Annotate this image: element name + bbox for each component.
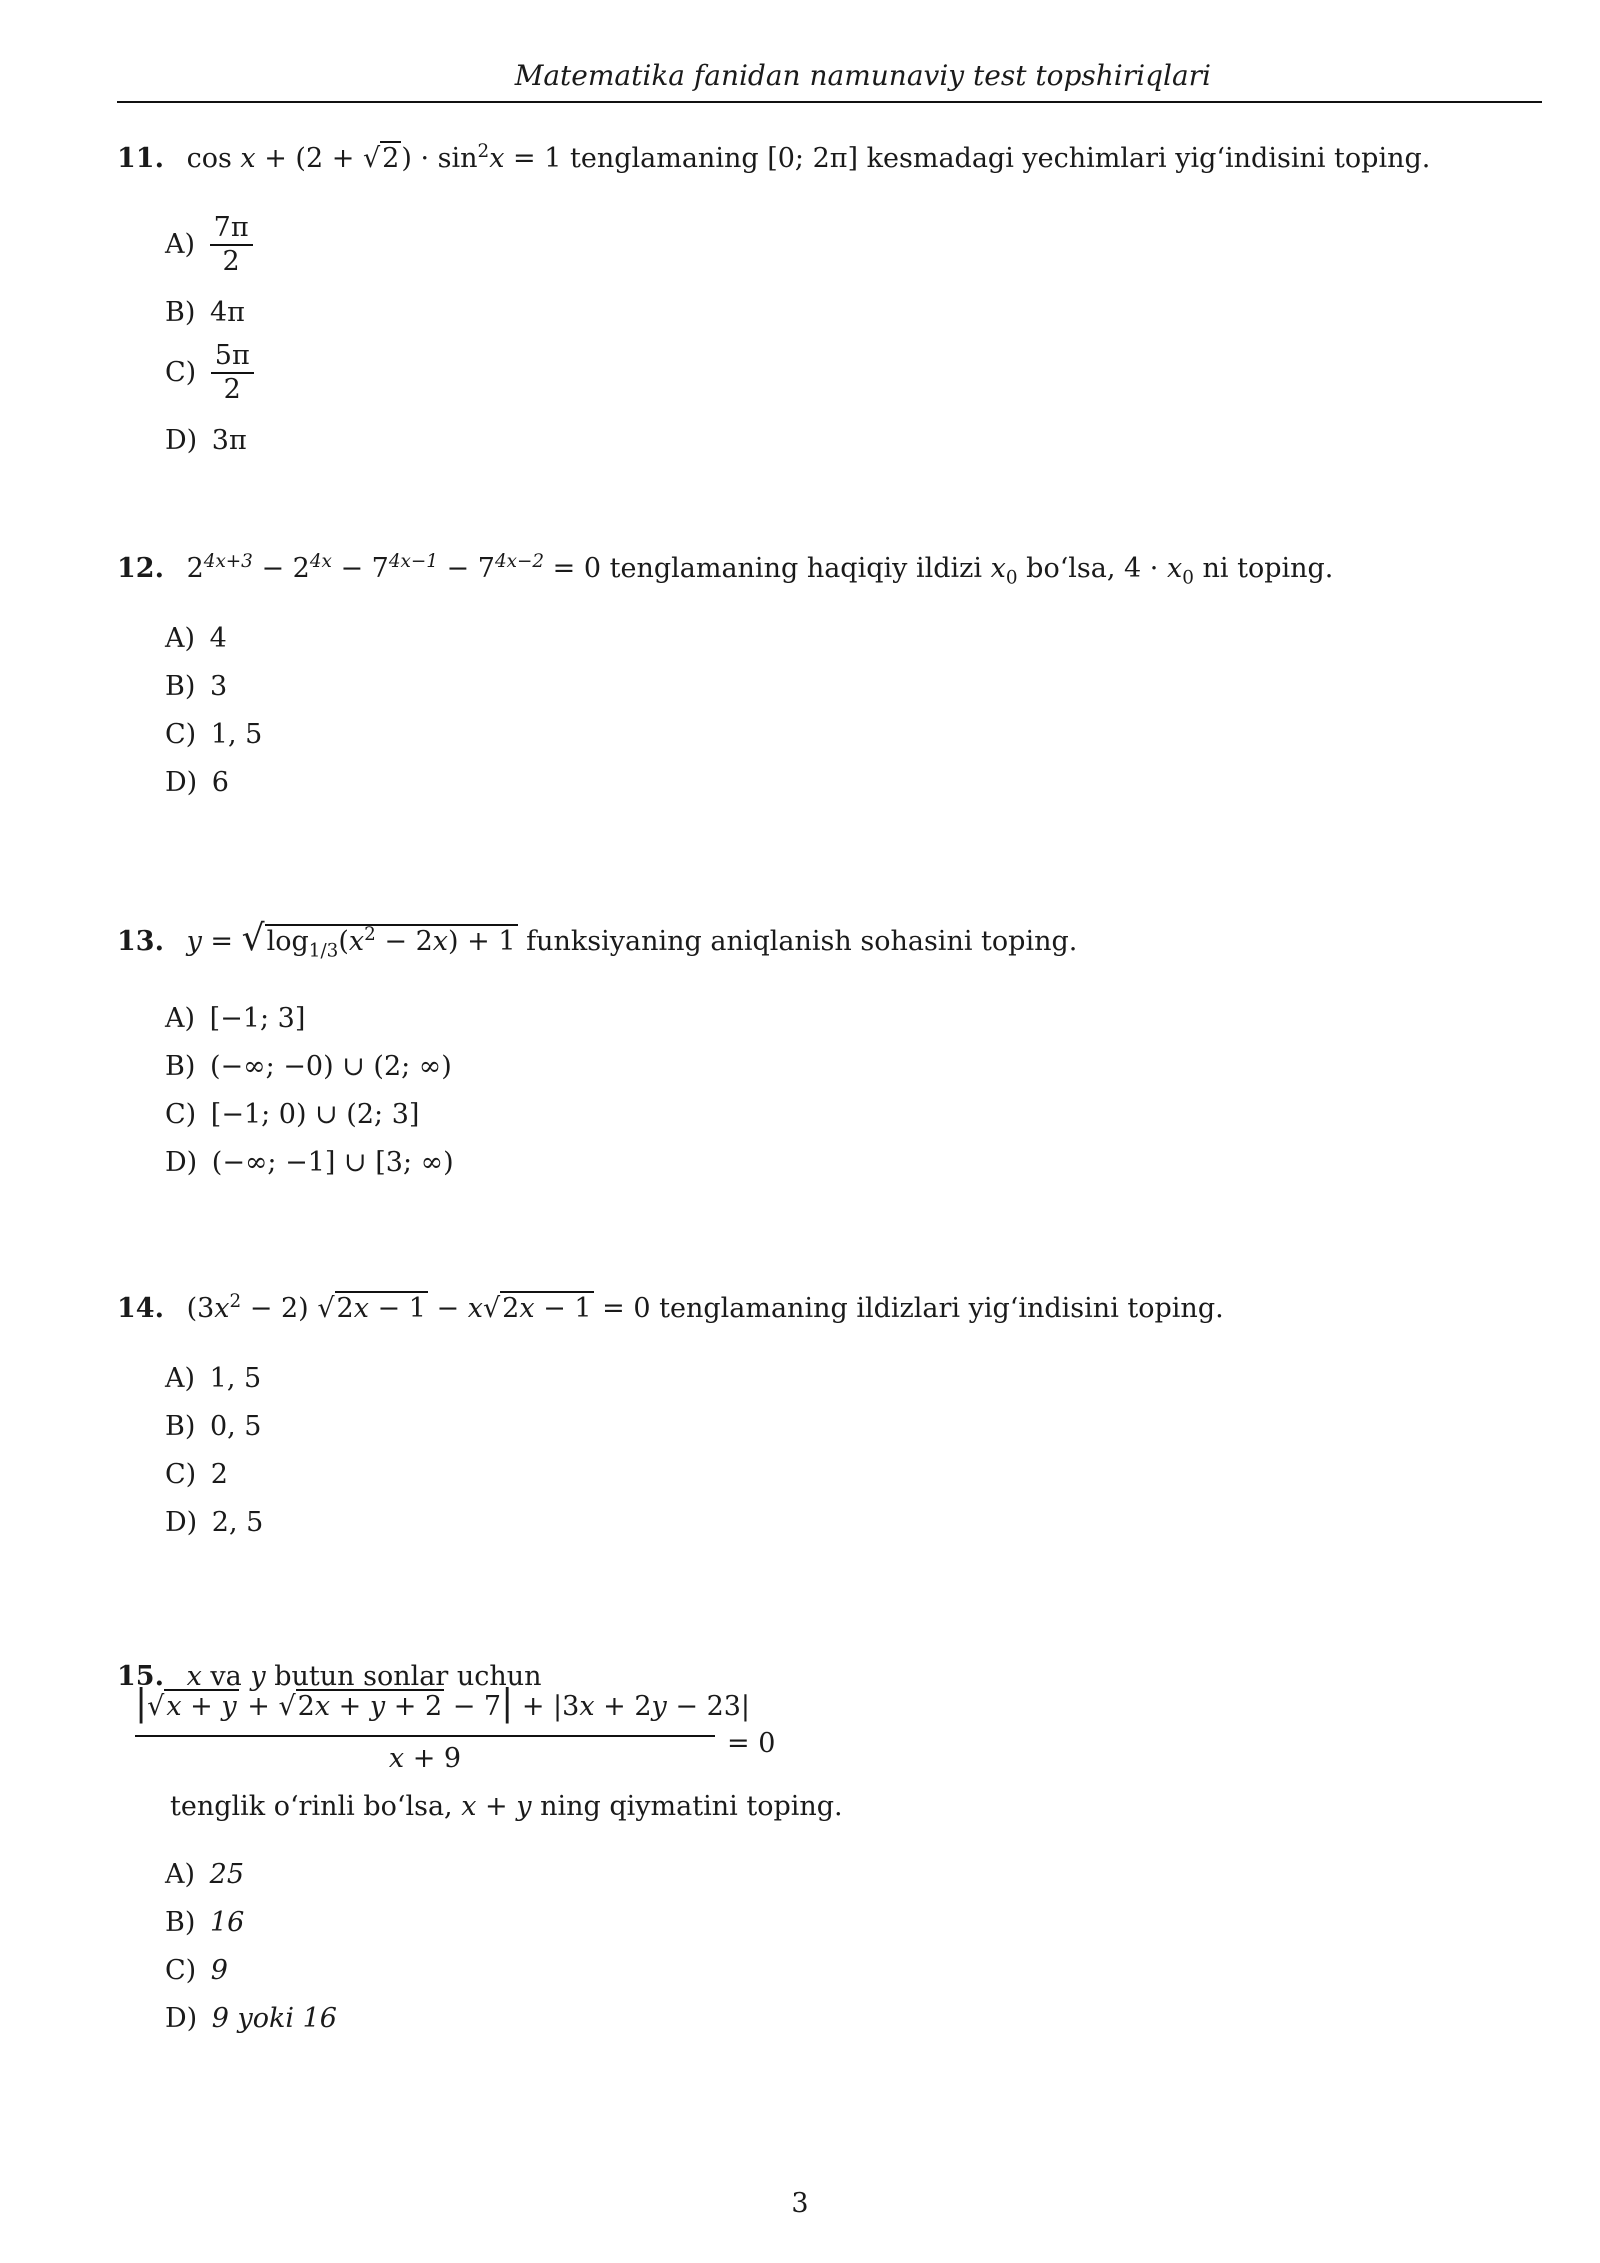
option-d[interactable] — [165, 1506, 263, 1540]
text-after-end: ning qiymatini toping. — [540, 1791, 843, 1822]
fraction-numerator: |√x + y + √2x + y + 2 − 7| + |3x + 2y − 23| — [135, 1683, 751, 1724]
fraction-denominator: 2 — [222, 246, 240, 277]
option-value: 0, 5 — [209, 1411, 262, 1442]
option-label: A) — [165, 623, 196, 654]
option-label: A) — [165, 1859, 196, 1890]
question-11 — [117, 142, 1430, 176]
header-rule — [117, 101, 1542, 103]
option-label: C) — [165, 356, 197, 388]
option-label: B) — [165, 1907, 196, 1938]
question-equation: $y = √\log_{1/3}(x^2 - 2x) + 1$ — [186, 918, 516, 962]
question-text: tenglamaning [0; 2π] kesmadagi yechimlari yig‘indisini toping. — [570, 143, 1431, 174]
option-b[interactable] — [165, 670, 227, 704]
question-variable: $x_0$ — [1166, 553, 1194, 589]
option-c[interactable] — [165, 1954, 228, 1988]
question-text-end: ni toping. — [1202, 553, 1334, 584]
option-label: D) — [165, 767, 198, 798]
option-value: 1, 5 — [209, 1363, 262, 1394]
option-a[interactable] — [165, 212, 253, 278]
question-14 — [117, 1292, 1224, 1326]
option-label: B) — [165, 1051, 196, 1082]
question-12 — [117, 551, 1334, 589]
option-b[interactable] — [165, 1906, 244, 1940]
option-label: D) — [165, 1507, 198, 1538]
option-value: 3π — [211, 425, 247, 456]
question-variable: $x_0$ — [990, 553, 1018, 589]
question-text: funksiyaning aniqlanish sohasini toping. — [526, 926, 1078, 957]
option-label: A) — [165, 1363, 196, 1394]
option-c[interactable] — [165, 340, 254, 406]
question-15-text — [170, 1790, 843, 1824]
option-c[interactable] — [165, 1098, 419, 1132]
option-fraction — [211, 340, 254, 406]
option-d[interactable] — [165, 424, 247, 458]
option-label: D) — [165, 2003, 198, 2034]
option-value: 4 — [209, 623, 227, 654]
option-label: C) — [165, 719, 197, 750]
option-label: C) — [165, 1955, 197, 1986]
option-label: C) — [165, 1459, 197, 1490]
option-c[interactable] — [165, 1458, 228, 1492]
option-c[interactable] — [165, 718, 262, 752]
option-value: 2, 5 — [211, 1507, 264, 1538]
question-text-mid: bo‘lsa, 4 · — [1026, 553, 1159, 584]
option-label: D) — [165, 1147, 198, 1178]
option-value: [−1; 3] — [209, 1003, 306, 1034]
option-value: 9 yoki 16 — [211, 2003, 337, 2034]
question-text: tenglamaning ildizlari yig‘indisini toping. — [659, 1293, 1224, 1324]
intro-var-y: y — [250, 1661, 266, 1692]
option-fraction — [210, 212, 253, 278]
option-a[interactable] — [165, 1362, 261, 1396]
option-value: (−∞; −1] ∪ [3; ∞) — [211, 1147, 454, 1178]
fraction-numerator: 7π — [210, 212, 253, 246]
option-value: [−1; 0) ∪ (2; 3] — [210, 1099, 420, 1130]
fraction-bar — [135, 1735, 715, 1737]
fraction-denominator: 2 — [223, 374, 241, 405]
text-after: tenglik o‘rinli bo‘lsa, — [170, 1791, 453, 1822]
fraction-denominator: x + 9 — [388, 1743, 462, 1774]
option-label: B) — [165, 1411, 196, 1442]
question-text: tenglamaning haqiqiy ildizi — [609, 553, 983, 584]
question-number: 14. — [117, 1293, 164, 1324]
question-equation: $(3x^2 - 2) √2x - 1 - x√2x - 1 = 0$ — [186, 1291, 651, 1324]
option-value: 25 — [209, 1859, 244, 1890]
option-a[interactable] — [165, 1002, 305, 1036]
option-d[interactable] — [165, 1146, 454, 1180]
question-13 — [117, 918, 1078, 962]
question-number: 13. — [117, 926, 164, 957]
intro-text: butun sonlar uchun — [274, 1661, 542, 1692]
fraction-numerator: 5π — [211, 340, 254, 374]
question-number: 15. — [117, 1661, 164, 1692]
text-after-math: x + y — [461, 1791, 532, 1822]
option-label: A) — [165, 228, 196, 260]
option-value: 2 — [210, 1459, 228, 1490]
option-value: 16 — [209, 1907, 245, 1938]
option-value: 3 — [209, 671, 228, 702]
option-value: 9 — [210, 1955, 228, 1986]
option-value: 6 — [211, 767, 229, 798]
fraction-rhs: = 0 — [727, 1728, 776, 1759]
header-title: Matematika fanidan namunaviy test topshiriqlari — [514, 59, 1211, 92]
option-value: (−∞; −0) ∪ (2; ∞) — [209, 1051, 452, 1082]
page-header — [117, 58, 1541, 94]
option-b[interactable] — [165, 296, 245, 330]
option-label: A) — [165, 1003, 196, 1034]
option-a[interactable] — [165, 1858, 244, 1892]
option-value: 4π — [209, 297, 245, 328]
option-label: B) — [165, 671, 196, 702]
option-d[interactable] — [165, 766, 229, 800]
option-value: 1, 5 — [210, 719, 263, 750]
option-a[interactable] — [165, 622, 227, 656]
intro-va: va — [210, 1661, 242, 1692]
question-number: 11. — [117, 143, 164, 174]
option-b[interactable] — [165, 1050, 452, 1084]
option-d[interactable] — [165, 2002, 337, 2036]
option-label: C) — [165, 1099, 197, 1130]
question-equation: $\cos x + (2 + √2) \cdot \sin^2x = 1$ — [186, 141, 562, 174]
option-b[interactable] — [165, 1410, 262, 1444]
question-number: 12. — [117, 553, 164, 584]
page-number: 3 — [791, 2188, 809, 2219]
option-label: D) — [165, 425, 198, 456]
option-label: B) — [165, 297, 196, 328]
intro-var-x: x — [186, 1661, 202, 1692]
question-equation: $2^{4x+3} - 2^{4x} - 7^{4x-1} - 7^{4x-2} = 0$ — [186, 551, 602, 584]
